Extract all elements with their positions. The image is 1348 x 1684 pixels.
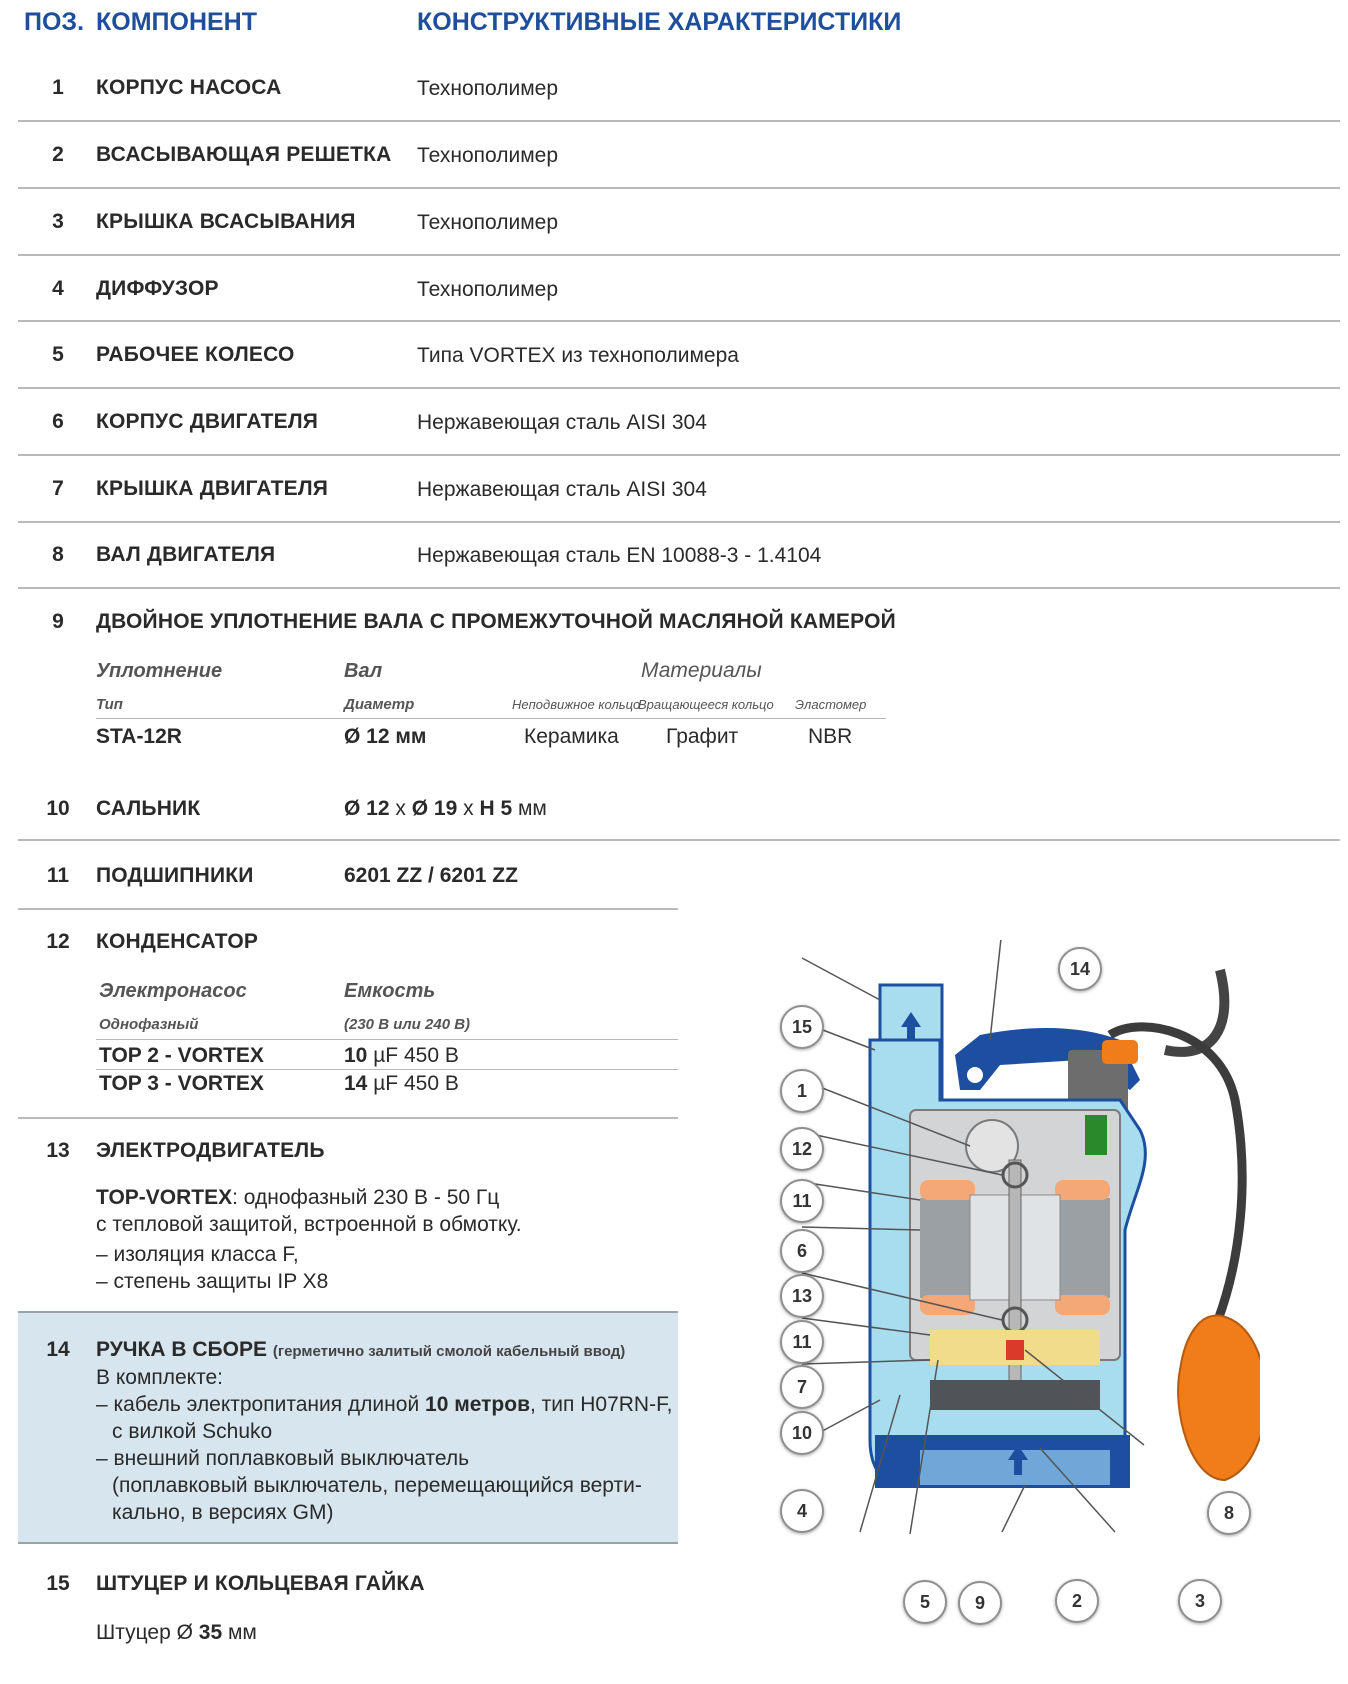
seal-type: STA-12R <box>96 725 182 748</box>
seal-col-shaft: Вал <box>344 660 383 682</box>
capacitor-col-pump: Электронасос <box>99 980 247 1002</box>
seal-sub-diameter: Диаметр <box>344 696 415 713</box>
row-value: Нержавеющая сталь AISI 304 <box>417 411 707 434</box>
row-divider <box>18 320 1340 322</box>
row-component: ВСАСЫВАЮЩАЯ РЕШЕТКА <box>96 143 392 166</box>
seal-fixed: Керамика <box>524 725 619 748</box>
callout-number: 15 <box>780 1005 824 1049</box>
handle-line: – кабель электропитания длиной 10 метров, тип H07RN-F, <box>96 1393 673 1416</box>
row-divider <box>18 254 1340 256</box>
callout-number: 1 <box>780 1069 824 1113</box>
row-value: Технополимер <box>417 77 559 100</box>
callout-number: 13 <box>780 1274 824 1318</box>
seal-sub-elastomer: Эластомер <box>795 697 867 712</box>
row-divider <box>18 120 1340 122</box>
header-characteristics: КОНСТРУКТИВНЫЕ ХАРАКТЕРИСТИКИ <box>417 8 902 36</box>
callout-number: 11 <box>780 1179 824 1223</box>
callout-number: 11 <box>780 1320 824 1364</box>
row-component: РАБОЧЕЕ КОЛЕСО <box>96 343 295 366</box>
fitting-value: Штуцер Ø 35 мм <box>96 1621 257 1644</box>
bearings-value: 6201 ZZ / 6201 ZZ <box>344 864 518 887</box>
capacitor-divider <box>96 1039 678 1040</box>
row-number: 9 <box>52 610 64 633</box>
callout-number: 9 <box>958 1581 1002 1625</box>
row-number: 15 <box>46 1572 70 1595</box>
seal-diameter: Ø 12 мм <box>344 725 427 748</box>
capacitor-value: 14 µF 450 В <box>344 1072 459 1095</box>
terminal-block <box>1085 1115 1107 1155</box>
motor-line1: TOP-VORTEX: однофазный 230 В - 50 Гц <box>96 1186 500 1209</box>
callout-number: 4 <box>780 1489 824 1533</box>
row-divider <box>18 187 1340 189</box>
winding-top-left <box>920 1180 975 1200</box>
seal-title: ДВОЙНОЕ УПЛОТНЕНИЕ ВАЛА С ПРОМЕЖУТОЧНОЙ МАСЛЯНОЙ КАМЕРОЙ <box>96 610 896 633</box>
seal-sub-type: Тип <box>96 696 123 713</box>
handle-line: кально, в версиях GM) <box>112 1501 334 1524</box>
handle-title: РУЧКА В СБОРЕ (герметично залитый смолой кабельный ввод) <box>96 1338 626 1361</box>
row-divider <box>18 1542 678 1544</box>
impeller <box>930 1380 1100 1410</box>
mechanical-seal <box>1006 1340 1024 1360</box>
row-number: 1 <box>52 76 64 99</box>
capacitor-col-cap: Емкость <box>344 980 436 1002</box>
row-divider <box>18 587 1340 589</box>
float-switch <box>1178 1316 1260 1480</box>
row-number: 10 <box>46 797 70 820</box>
capacitor-value: 10 µF 450 В <box>344 1044 459 1067</box>
fitting-title: ШТУЦЕР И КОЛЬЦЕВАЯ ГАЙКА <box>96 1572 425 1595</box>
row-component: КРЫШКА ВСАСЫВАНИЯ <box>96 210 356 233</box>
motor-bullet: – изоляция класса F, <box>96 1243 299 1266</box>
cable-clamp <box>1102 1040 1138 1064</box>
row-divider <box>18 1117 678 1119</box>
row-number: 8 <box>52 543 64 566</box>
header-pos: ПОЗ. <box>24 8 85 36</box>
motor-title: ЭЛЕКТРОДВИГАТЕЛЬ <box>96 1139 325 1162</box>
row-number: 12 <box>46 930 70 953</box>
row-number: 6 <box>52 410 64 433</box>
capacitor-title: КОНДЕНСАТОР <box>96 930 259 953</box>
capacitor-model: TOP 2 - VORTEX <box>99 1044 264 1067</box>
motor-bullet: – степень защиты IP X8 <box>96 1270 329 1293</box>
row-number: 7 <box>52 477 64 500</box>
pump-cutaway-diagram <box>780 940 1260 1684</box>
row-component: КОРПУС НАСОСА <box>96 76 282 99</box>
row-divider <box>18 387 1340 389</box>
row-value: Типа VORTEX из технополимера <box>417 344 739 367</box>
row-number: 2 <box>52 143 64 166</box>
row-number: 4 <box>52 277 64 300</box>
seal-sub-rotating: Вращающееся кольцо <box>638 697 774 712</box>
capacitor-sub-cap: (230 В или 240 В) <box>344 1016 471 1033</box>
handle-line: (поплавковый выключатель, перемещающийся верти- <box>112 1474 642 1497</box>
motor-line2: с тепловой защитой, встроенной в обмотку. <box>96 1213 522 1236</box>
gland-size: Ø 12 x Ø 19 x H 5 мм <box>344 797 547 820</box>
row-component: КОРПУС ДВИГАТЕЛЯ <box>96 410 319 433</box>
callout-number: 5 <box>903 1580 947 1624</box>
row-number: 3 <box>52 210 64 233</box>
row-number: 11 <box>46 864 70 887</box>
row-value: Технополимер <box>417 144 559 167</box>
row-component: КРЫШКА ДВИГАТЕЛЯ <box>96 477 329 500</box>
seal-col-materials: Материалы <box>641 659 762 682</box>
header-component: КОМПОНЕНТ <box>96 8 257 36</box>
handle-line: с вилкой Schuko <box>112 1420 273 1443</box>
callout-number: 2 <box>1055 1579 1099 1623</box>
winding-top-right <box>1055 1180 1110 1200</box>
handle-hole <box>967 1067 983 1083</box>
seal-sub-fixed: Неподвижное кольцо <box>512 697 641 712</box>
row-value: Нержавеющая сталь EN 10088-3 - 1.4104 <box>417 544 822 567</box>
row-number: 14 <box>46 1338 70 1361</box>
callout-number: 6 <box>780 1229 824 1273</box>
row-component: ВАЛ ДВИГАТЕЛЯ <box>96 543 276 566</box>
callout-number: 8 <box>1207 1491 1251 1535</box>
handle-line: – внешний поплавковый выключатель <box>96 1447 470 1470</box>
winding-bottom-right <box>1055 1295 1110 1315</box>
row-value: Технополимер <box>417 278 559 301</box>
gland-title: САЛЬНИК <box>96 797 201 820</box>
row-number: 13 <box>46 1139 70 1162</box>
row-divider <box>18 1311 678 1313</box>
callout-number: 14 <box>1058 947 1102 991</box>
row-value: Технополимер <box>417 211 559 234</box>
handle-line: В комплекте: <box>96 1366 224 1389</box>
row-divider <box>18 839 1340 841</box>
callout-number: 7 <box>780 1365 824 1409</box>
capacitor-model: TOP 3 - VORTEX <box>99 1072 264 1095</box>
callout-number: 12 <box>780 1127 824 1171</box>
bearings-title: ПОДШИПНИКИ <box>96 864 254 887</box>
seal-col-seal: Уплотнение <box>96 660 223 682</box>
seal-divider <box>96 718 886 719</box>
row-divider <box>18 521 1340 523</box>
row-number: 5 <box>52 343 64 366</box>
capacitor-sub-pump: Однофазный <box>99 1016 199 1033</box>
capacitor-divider <box>96 1069 678 1070</box>
row-divider <box>18 454 1340 456</box>
row-component: ДИФФУЗОР <box>96 277 219 300</box>
row-value: Нержавеющая сталь AISI 304 <box>417 478 707 501</box>
callout-number: 10 <box>780 1411 824 1455</box>
row-divider <box>18 908 678 910</box>
seal-rotating: Графит <box>666 725 739 748</box>
seal-elastomer: NBR <box>808 725 853 748</box>
callout-number: 3 <box>1178 1579 1222 1623</box>
